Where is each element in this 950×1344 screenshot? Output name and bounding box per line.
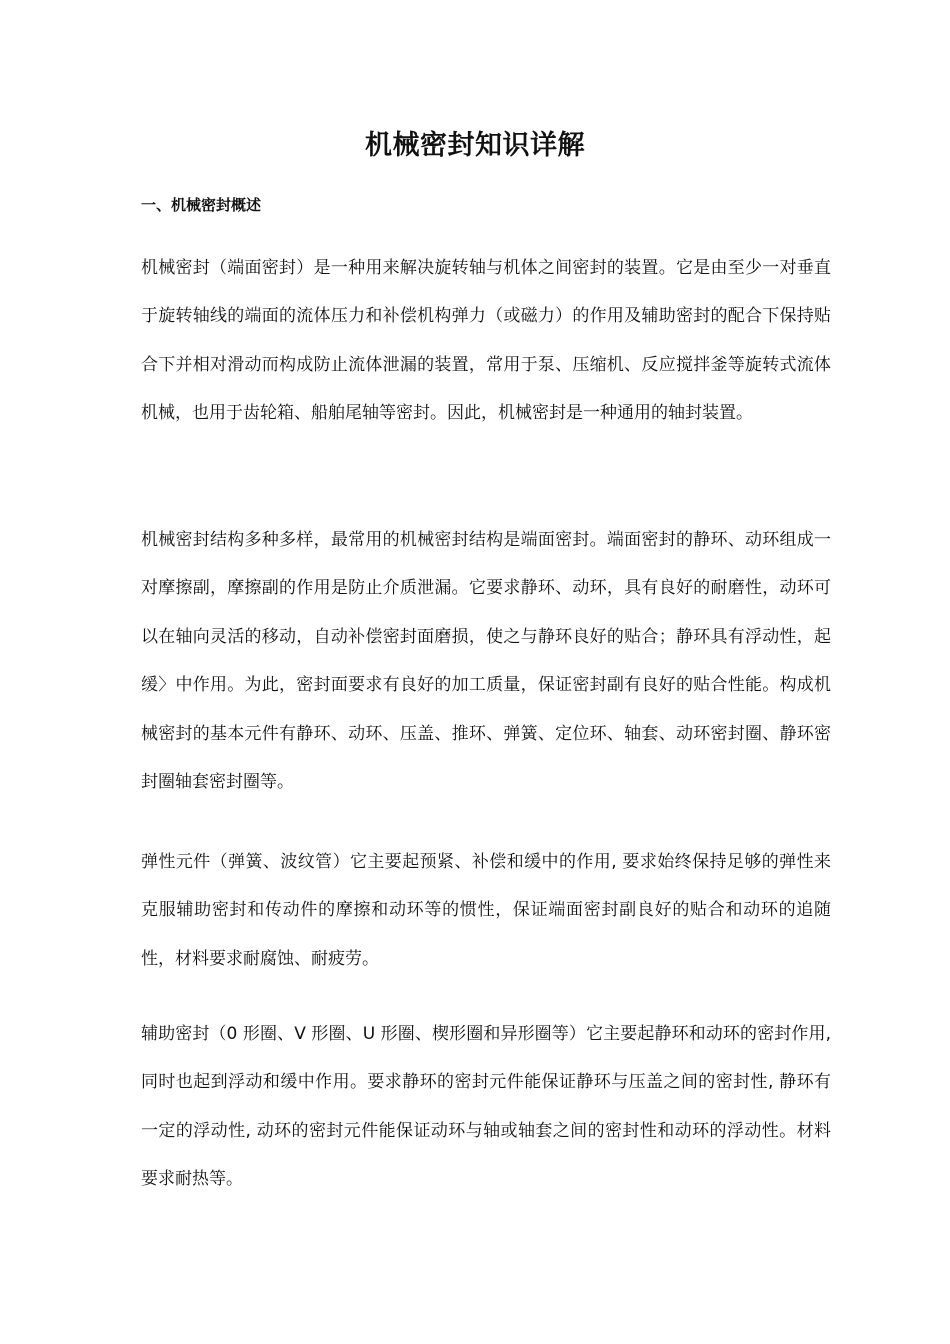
paragraph-overview: 机械密封（端面密封）是一种用来解决旋转轴与机体之间密封的装置。它是由至少一对垂直于旋转轴线的端面的流体压力和补偿机构弹力（或磁力）的作用及辅助密封的配合下保持贴合下并相对滑动而构成防止流体泄漏的装置，常用于泵、压缩机、反应搅拌釜等旋转式流体机械，也用于齿轮箱、船舶尾轴等密封。因此，机械密封是一种通用的轴封装置。 bbox=[141, 258, 831, 424]
section-heading: 一、机械密封概述 bbox=[141, 196, 262, 214]
page-title: 机械密封知识详解 bbox=[365, 130, 585, 161]
paragraph-structure: 机械密封结构多种多样，最常用的机械密封结构是端面密封。端面密封的静环、动环组成一对摩擦副，摩擦副的作用是防止介质泄漏。它要求静环、动环，具有良好的耐磨性，动环可以在轴向灵活的移动，自动补偿密封面磨损，使之与静环良好的贴合；静环具有浮动性，起缓〉中作用。为此，密封面要求有良好的加工质量，保证密封副有良好的贴合性能。构成机械密封的基本元件有静环、动环、压盖、推环、弹簧、定位环、轴套、动环密封圈、静环密封圈轴套密封圈等。 bbox=[141, 530, 831, 793]
paragraph-elastic-element: 弹性元件（弹簧、波纹管）它主要起预紧、补偿和缓中的作用, 要求始终保持足够的弹性来克服辅助密封和传动件的摩擦和动环等的惯性，保证端面密封副良好的贴合和动环的追随性，材料要求耐腐蚀、耐疲劳。 bbox=[141, 852, 831, 969]
paragraph-auxiliary-seal: 辅助密封（0 形圈、V 形圈、U 形圈、楔形圈和异形圈等）它主要起静环和动环的密封作用, 同时也起到浮动和缓中作用。要求静环的密封元件能保证静环与压盖之间的密封性, 静环有一定的浮动性, 动环的密封元件能保证动环与轴或轴套之间的密封性和动环的浮动性。材料要求耐热等。 bbox=[141, 1024, 831, 1190]
